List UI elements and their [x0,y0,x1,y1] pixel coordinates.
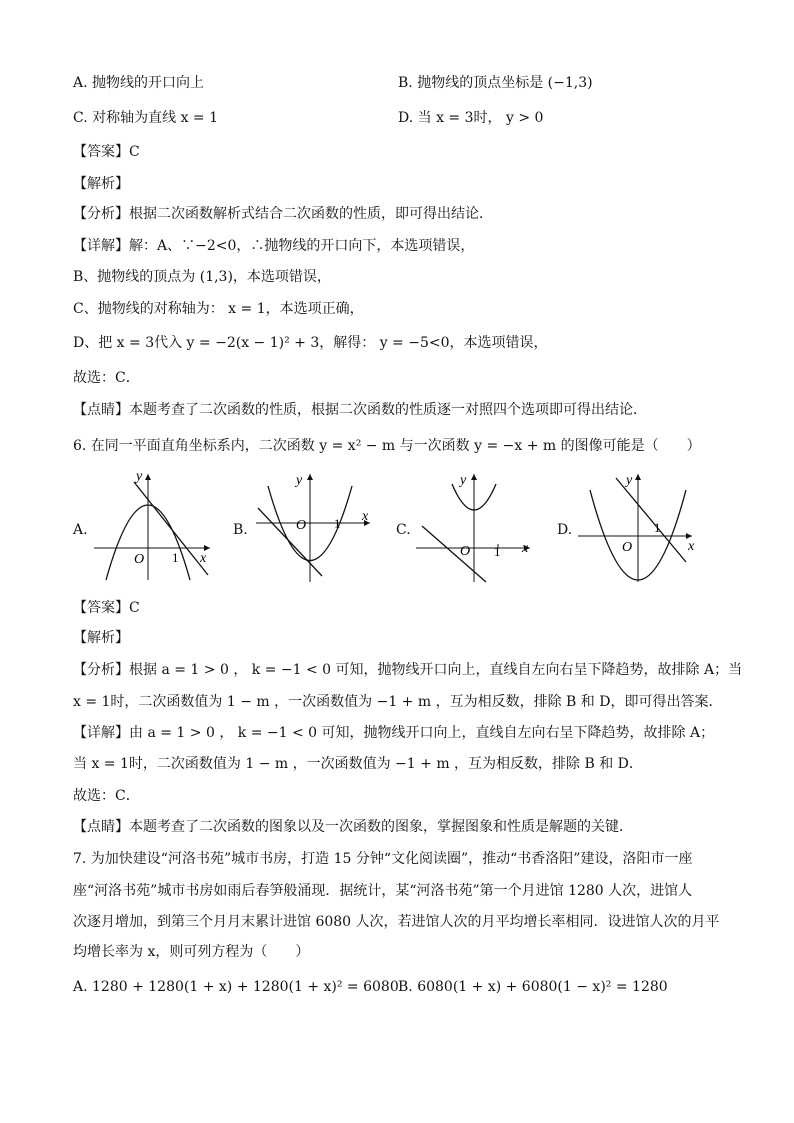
q6-graph-a [92,470,214,585]
one-label: 1 [172,550,179,565]
q6-fenxi-2: x = 1时，二次函数值为 1 − m ，一次函数值为 −1 + m ，互为相反数，排除 B 和 D，即可得出答案． [73,694,723,710]
q5-detail-1: 【详解】解：A、∵−2<0，∴抛物线的开口向下，本选项错误， [73,238,475,254]
line [258,508,322,576]
q6-graph-b [254,470,376,585]
q6-answer: 【答案】C [73,600,140,616]
y-label: y [460,473,467,488]
q5-dianjing: 【点睛】本题考查了二次函数的性质，根据二次函数的性质逐一对照四个选项即可得出结论． [73,402,647,418]
q6-label-b: B. [233,522,248,538]
q5-analysis-heading: 【解析】 [73,176,129,192]
x-label: x [522,541,529,556]
q6-detail-1: 【详解】由 a = 1 > 0 ， k = −1 < 0 可知，抛物线开口向上，直线自左向右呈下降趋势，故排除 A； [73,725,715,741]
q5-option-c: C. 对称轴为直线 x = 1 [73,110,218,126]
q6-label-a: A. [73,522,88,538]
y-label: y [296,473,303,488]
y-axis-arrow [471,474,477,480]
q5-option-a: A. 抛物线的开口向上 [73,75,205,91]
y-axis-arrow [145,474,151,480]
q7-stem-3: 次逐月增加，到第三个月月末累计进馆 6080 人次，若进馆人次的月平均增长率相同．设进馆人次的月平 [73,914,720,930]
q6-label-d: D. [557,522,573,538]
q6-conclusion: 故选：C． [73,788,140,804]
q6-fenxi-1: 【分析】根据 a = 1 > 0 ， k = −1 < 0 可知，抛物线开口向上，直线自左向右呈下降趋势，故排除 A；当 [73,662,743,678]
q5-detail-2: B、抛物线的顶点为 (1,3)，本选项错误， [73,269,331,285]
origin-label: O [460,544,471,559]
q5-answer: 【答案】C [73,144,140,160]
q7-option-b: B. 6080(1 + x) + 6080(1 − x)² = 1280 [398,979,668,995]
q5-option-d: D. 当 x = 3时， y > 0 [398,110,544,126]
q7-stem-1: 7. 为加快建设“河洛书苑”城市书房，打造 15 分钟“文化阅读圈”，推动“书香洛阳”建设，洛阳市一座 [73,851,693,867]
origin-label: O [296,518,307,533]
q5-conclusion: 故选：C． [73,370,140,386]
y-axis-arrow [635,474,641,480]
q7-option-a: A. 1280 + 1280(1 + x) + 1280(1 + x)² = 6080 [73,979,399,995]
q6-detail-2: 当 x = 1时，二次函数值为 1 − m ，一次函数值为 −1 + m ，互为相反数，排除 B 和 D． [73,756,643,772]
q6-stem: 6. 在同一平面直角坐标系内，二次函数 y = x² − m 与一次函数 y = −x + m 的图像可能是（ ） [73,438,701,454]
q6-graph-d [576,470,698,585]
line [134,482,208,575]
q6-analysis-heading: 【解析】 [73,630,129,646]
q6-graph-c [414,470,536,585]
q5-fenxi: 【分析】根据二次函数解析式结合二次函数的性质，即可得出结论． [73,206,493,222]
line [422,526,486,582]
q5-option-b: B. 抛物线的顶点坐标是 (−1,3) [398,75,593,91]
q5-detail-4: D、把 x = 3代入 y = −2(x − 1)² + 3，解得： y = −5<0，本选项错误， [73,335,548,351]
q6-dianjing: 【点睛】本题考查了二次函数的图象以及一次函数的图象，掌握图象和性质是解题的关键． [73,819,633,835]
q6-label-c: C. [396,522,411,538]
one-label: 1 [654,520,661,535]
one-label: 1 [494,544,501,559]
y-axis-arrow [307,474,313,480]
one-label: 1 [334,516,341,531]
y-label: y [626,473,633,488]
y-label: y [136,470,143,484]
x-label: x [688,539,695,554]
origin-label: O [622,540,633,555]
q7-stem-4: 均增长率为 x，则可列方程为（ ） [73,944,310,960]
origin-label: O [134,552,145,567]
q7-stem-2: 座“河洛书苑”城市书房如雨后春笋般涌现．据统计，某“河洛书苑”第一个月进馆 1280 人次，进馆人 [73,883,693,899]
x-label: x [200,551,207,566]
q5-detail-3: C、抛物线的对称轴为： x = 1，本选项正确， [73,301,364,317]
x-label: x [362,509,369,524]
